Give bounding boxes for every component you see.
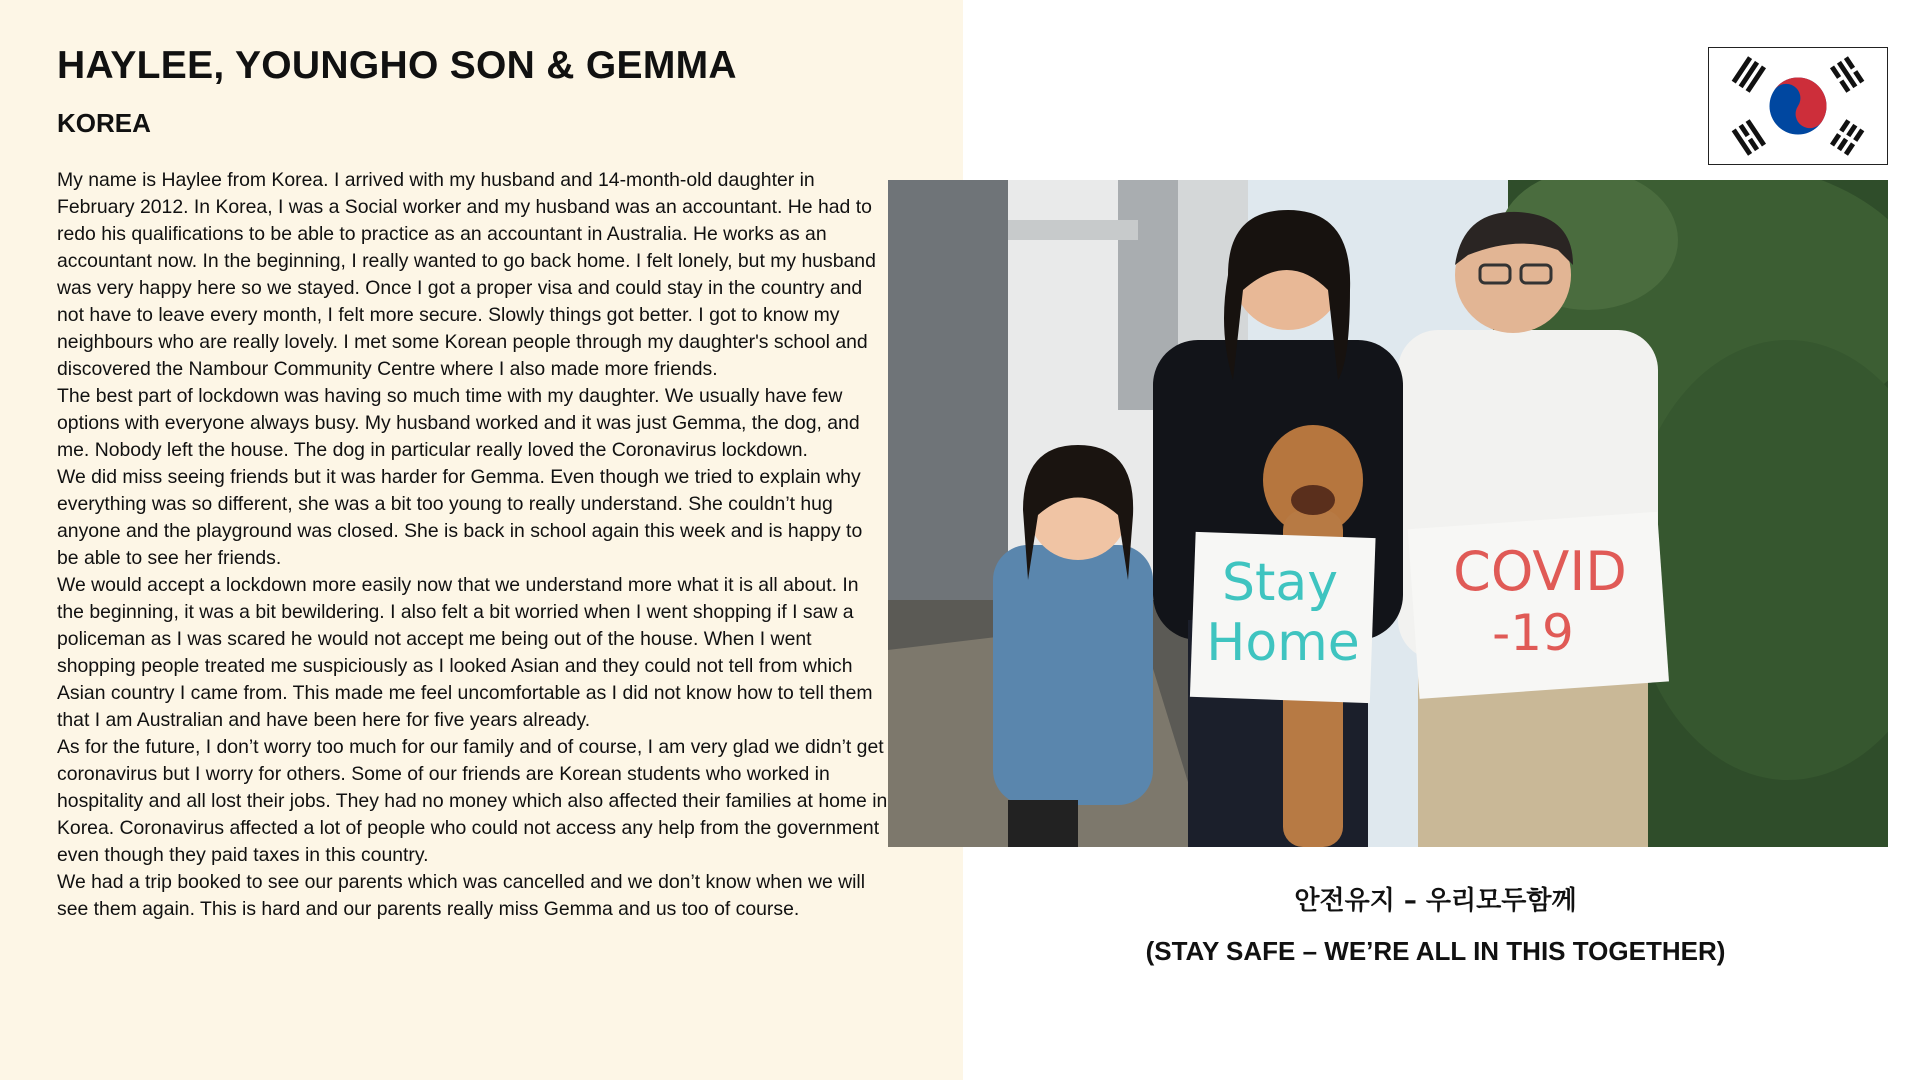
story-paragraph: We would accept a lockdown more easily now that we understand more what it is all about. In the beginning, it was a bit bewildering. I also felt a bit worried when I went shopping if I saw a policeman as I was scared he would not accept me being out of the house. When I went shopping people treated me suspiciously as I looked Asian and they could not tell from which Asian country I came from. This made me feel uncomfortable as I did not know how to tell them that I am Australian and have been here for five years already. [57, 574, 873, 731]
korean-caption: 안전유지 – 우리모두함께 [1294, 886, 1577, 916]
sign-19-text: -19 [1492, 604, 1574, 662]
story-paragraph: My name is Haylee from Korea. I arrived with my husband and 14-month-old daughter in February 2012. In Korea, I was a Social worker and my husband was an accountant. He had to redo his qualifications to be able to practice as an accountant in Australia. He works as an accountant now. In the beginning, I really wanted to go back home. I felt lonely, but my husband was very happy here so we stayed. Once I got a proper visa and could stay in the country and not have to leave every month, I felt more secure. Slowly things got better. I got to know my neighbours who are really lovely. I met some Korean people through my daughter's school and discovered the Nambour Community Centre where I also made more friends. [57, 169, 876, 380]
story-paragraph: As for the future, I don’t worry too much for our family and of course, I am very glad we didn’t get coronavirus but I worry for others. Some of our friends are Korean students who worked in hospitality and all lost their jobs. They had no money which also affected their families at home in Korea. Coronavirus affected a lot of people who could not access any help from the government even though they paid taxes in this country. [57, 736, 888, 866]
sign-stay-text: Stay [1221, 553, 1339, 613]
sign-covid-text: COVID [1453, 540, 1627, 603]
story-paragraph: We had a trip booked to see our parents which was cancelled and we don’t know when we will see them again. This is hard and our parents really miss Gemma and us too of course. [57, 871, 866, 920]
story-text [57, 167, 889, 923]
sign-home-text: Home [1206, 613, 1360, 673]
family-photo [888, 180, 1888, 847]
south-korea-flag-icon [1708, 47, 1888, 165]
story-paragraph: We did miss seeing friends but it was harder for Gemma. Even though we tried to explain why everything was so different, she was a bit too young to really understand. She couldn’t hug anyone and the playground was closed. She is back in school again this week and is happy to be able to see her friends. [57, 466, 863, 569]
english-caption: (STAY SAFE – WE’RE ALL IN THIS TOGETHER) [1145, 936, 1726, 966]
country-label: KOREA [57, 108, 151, 138]
page-title: HAYLEE, YOUNGHO SON & GEMMA [57, 44, 737, 87]
story-paragraph: The best part of lockdown was having so much time with my daughter. We usually have few options with everyone always busy. My husband worked and it was just Gemma, the dog, and me. Nobody left the house. The dog in particular really loved the Coronavirus lockdown. [57, 385, 860, 461]
